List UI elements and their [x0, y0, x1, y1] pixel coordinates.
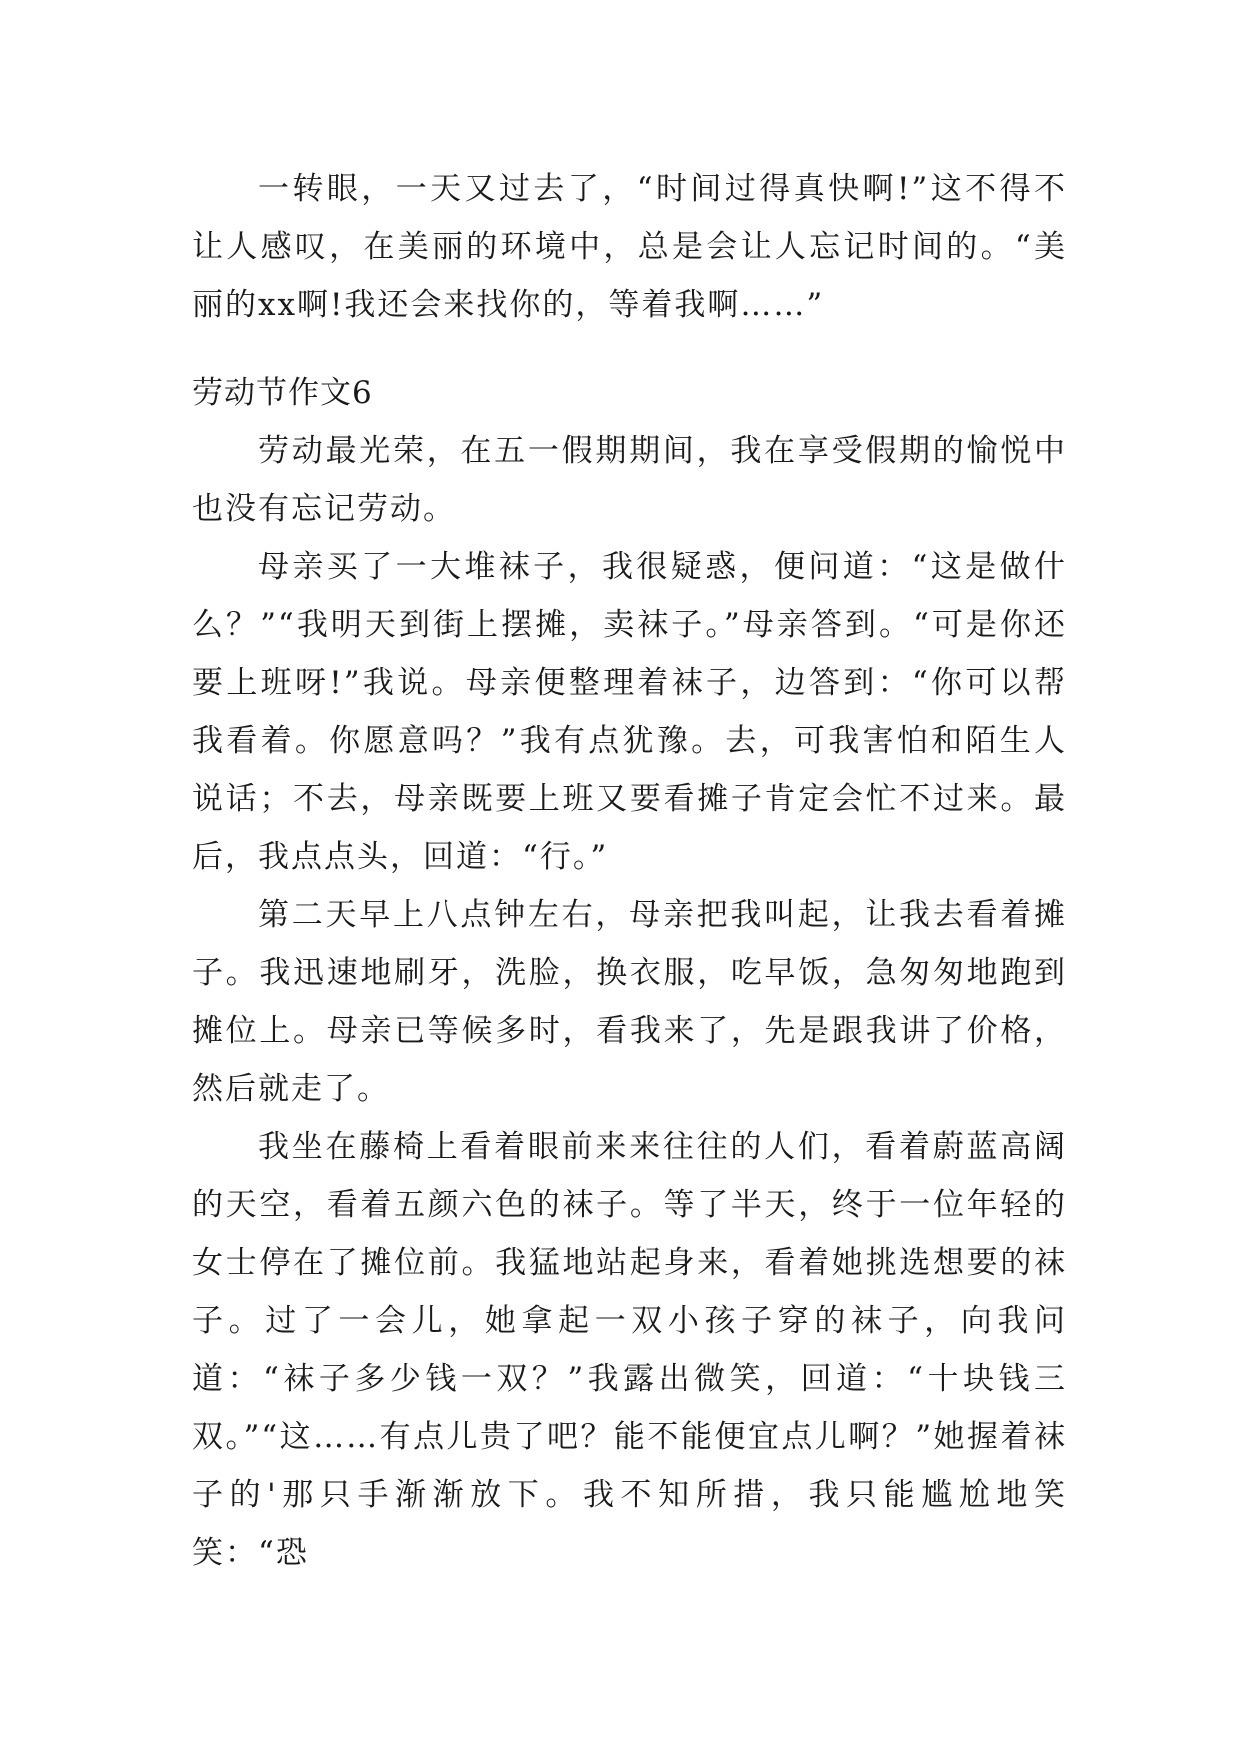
text-body [192, 160, 1067, 1582]
paragraph-2: 母亲买了一大堆袜子，我很疑惑，便问道：“这是做什么？”“我明天到街上摆摊，卖袜子。”母亲答到。“可是你还要上班呀!”我说。母亲便整理着袜子，边答到：“你可以帮我看着。你愿意吗？”我有点犹豫。去，可我害怕和陌生人说话；不去，母亲既要上班又要看摊子肯定会忙不过来。最后，我点点头，回道：“行。” [192, 549, 1067, 875]
paragraph-3: 第二天早上八点钟左右，母亲把我叫起，让我去看着摊子。我迅速地刷牙，洗脸，换衣服，吃早饭，急匆匆地跑到摊位上。母亲已等候多时，看我来了，先是跟我讲了价格，然后就走了。 [192, 897, 1067, 1107]
paragraph-4: 我坐在藤椅上看着眼前来来往往的人们，看着蔚蓝高阔的天空，看着五颜六色的袜子。等了半天，终于一位年轻的女士停在了摊位前。我猛地站起身来，看着她挑选想要的袜子。过了一会儿，她拿起一双小孩子穿的袜子，向我问道：“袜子多少钱一双？”我露出微笑，回道：“十块钱三双。”“这……有点儿贵了吧？能不能便宜点儿啊？”她握着袜子的'那只手渐渐放下。我不知所措，我只能尴尬地笑笑：“恐 [192, 1129, 1067, 1571]
paragraph-intro: 一转眼，一天又过去了，“时间过得真快啊!”这不得不让人感叹，在美丽的环境中，总是会让人忘记时间的。“美丽的xx啊!我还会来找你的，等着我啊……” [192, 171, 1067, 323]
paragraph-1: 劳动最光荣，在五一假期期间，我在享受假期的愉悦中也没有忘记劳动。 [192, 433, 1067, 527]
section-heading: 劳动节作文6 [192, 375, 373, 411]
